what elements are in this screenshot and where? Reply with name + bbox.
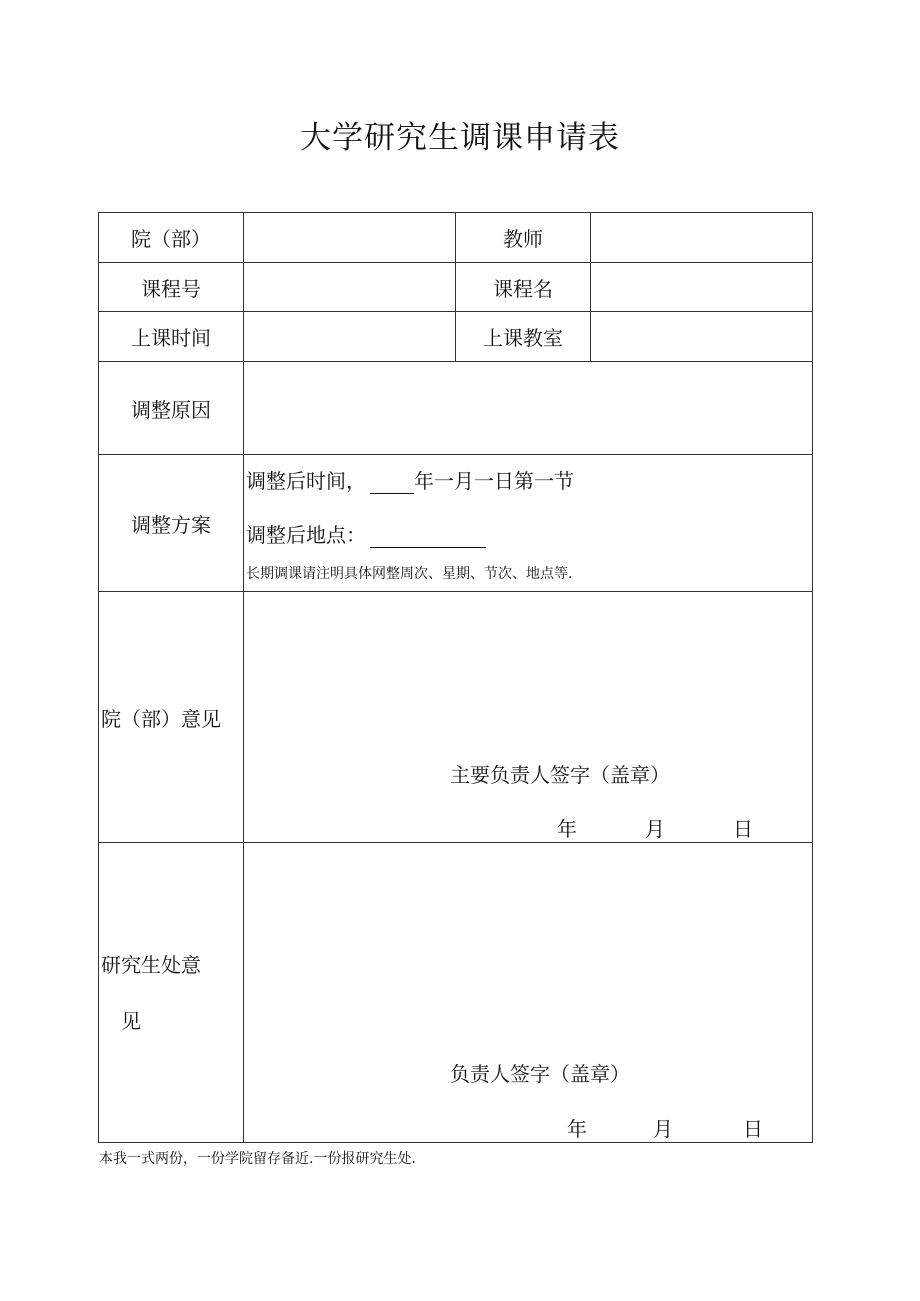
reason-field[interactable]	[244, 362, 813, 455]
grad-opinion-field[interactable]	[244, 843, 813, 1143]
reason-label: 调整原因	[99, 362, 244, 455]
dept-opinion-month: 月	[645, 817, 665, 841]
form-row-course	[99, 263, 813, 312]
dept-opinion-signature: 主要负责人签字（盖章）	[450, 763, 670, 787]
grad-opinion-day: 日	[743, 1117, 763, 1141]
plan-time-prefix: 调整后时间，	[246, 469, 366, 493]
form-row-class	[99, 312, 813, 362]
plan-place-line	[246, 519, 486, 548]
course-name-label: 课程名	[456, 263, 591, 312]
dept-opinion-label: 院（部）意见	[99, 592, 244, 843]
dept-opinion-day: 日	[733, 817, 753, 841]
plan-field[interactable]	[244, 455, 813, 592]
classroom-label: 上课教室	[456, 312, 591, 362]
plan-time-suffix: 年一月一日第一节	[414, 469, 574, 493]
course-no-label: 课程号	[99, 263, 244, 312]
plan-place-blank[interactable]	[370, 525, 486, 548]
classroom-field[interactable]	[591, 312, 813, 362]
dept-opinion-field[interactable]	[244, 592, 813, 843]
plan-place-prefix: 调整后地点：	[246, 523, 366, 547]
grad-opinion-label	[99, 843, 244, 1143]
footnote: 本我一式两份，一份学院留存备近.一份报研究生处.	[99, 1151, 416, 1167]
plan-time-blank[interactable]	[370, 471, 414, 494]
department-label: 院（部）	[99, 213, 244, 263]
form-row-reason	[99, 362, 813, 455]
teacher-label: 教师	[456, 213, 591, 263]
grad-opinion-signature: 负责人签字（盖章）	[450, 1062, 630, 1086]
grad-opinion-label-line1: 研究生处意	[101, 952, 201, 977]
grad-opinion-year: 年	[567, 1117, 587, 1141]
form-row-grad-opinion	[99, 843, 813, 1143]
course-name-field[interactable]	[591, 263, 813, 312]
grad-opinion-label-line2: 见	[121, 1008, 141, 1033]
plan-time-line	[246, 465, 574, 494]
form-row-plan	[99, 455, 813, 592]
grad-opinion-month: 月	[653, 1117, 673, 1141]
class-time-field[interactable]	[244, 312, 456, 362]
course-no-field[interactable]	[244, 263, 456, 312]
form-row-department	[99, 213, 813, 263]
plan-label: 调整方案	[99, 455, 244, 592]
form-row-dept-opinion	[99, 592, 813, 843]
dept-opinion-year: 年	[557, 817, 577, 841]
class-time-label: 上课时间	[99, 312, 244, 362]
course-adjustment-form	[98, 212, 813, 1143]
teacher-field[interactable]	[591, 213, 813, 263]
page-title: 大学研究生调课申请表	[300, 120, 620, 156]
plan-note: 长期调课请注明具体网整周次、星期、节次、地点等.	[246, 566, 573, 582]
department-field[interactable]	[244, 213, 456, 263]
